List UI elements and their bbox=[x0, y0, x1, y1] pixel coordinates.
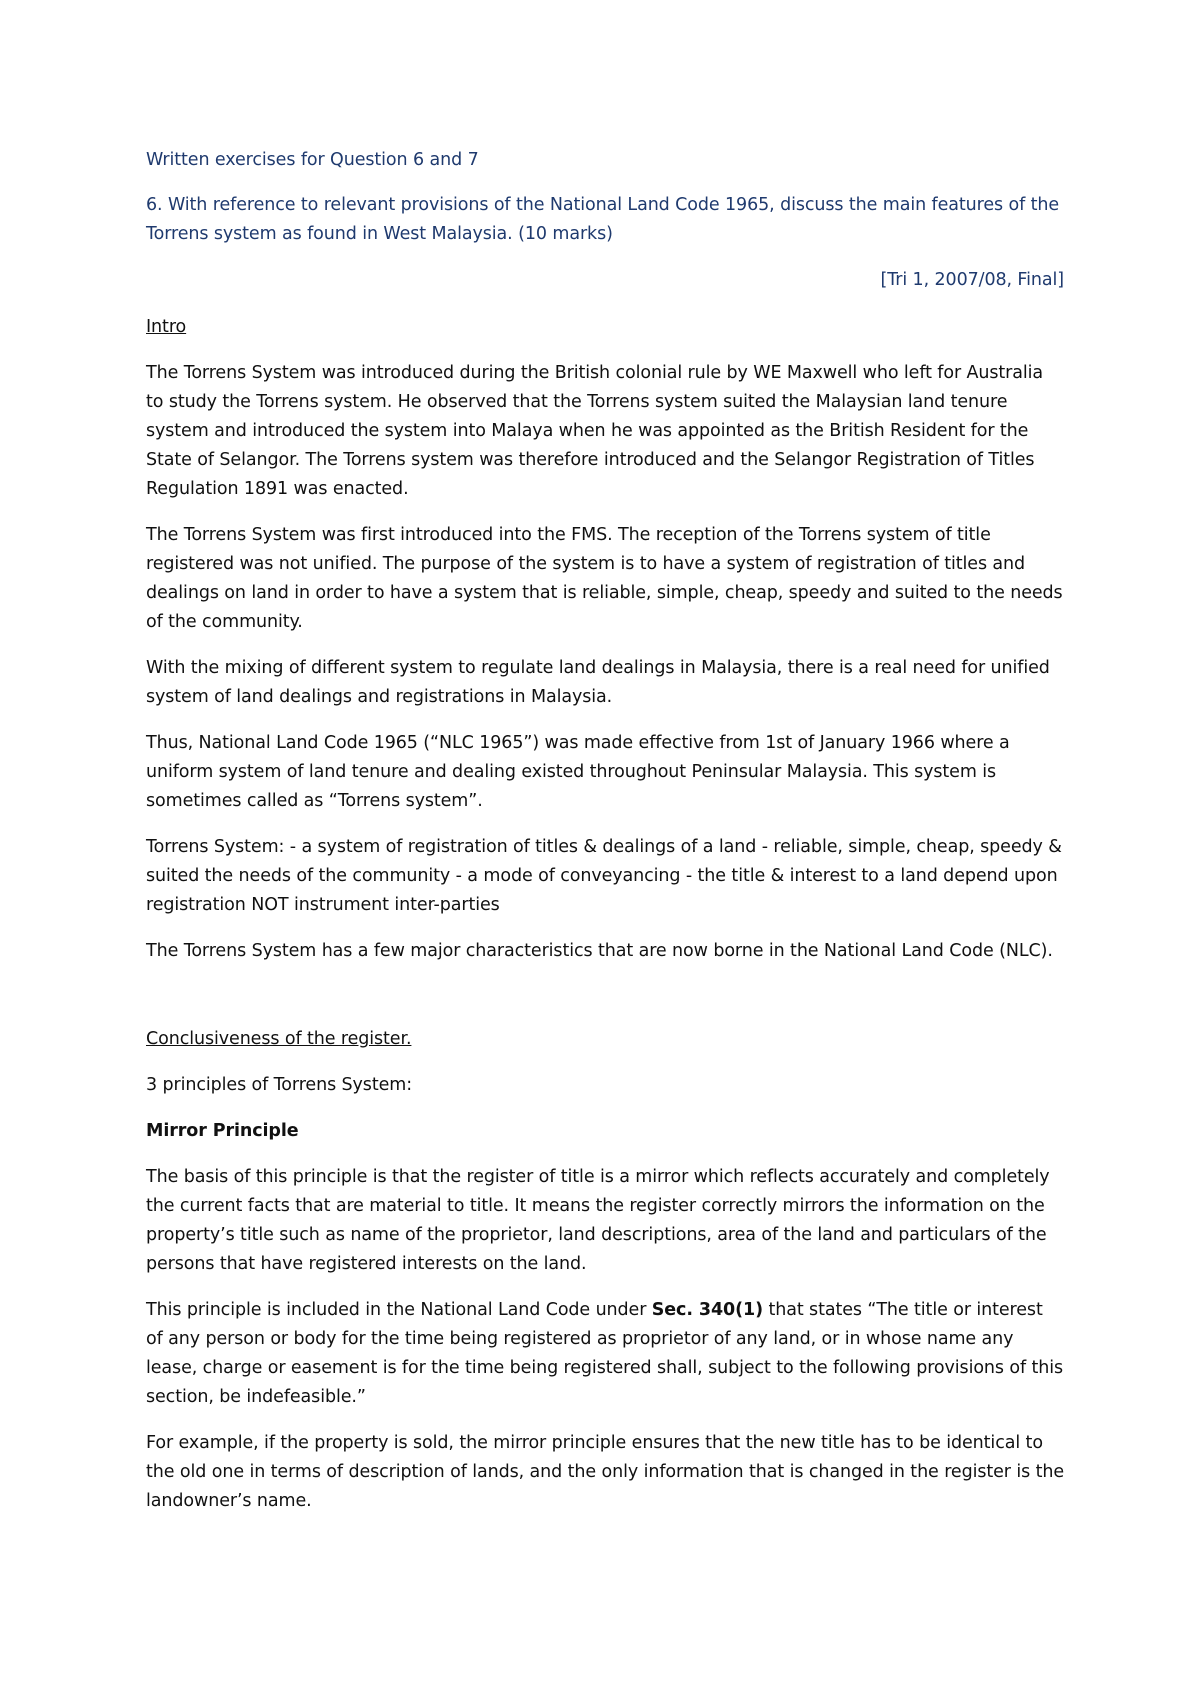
intro-paragraph-2: The Torrens System was first introduced into the FMS. The reception of the Torrens system of title registered was not unified. The purpose of the system is to have a system of registration of titles and dealings on land in order to have a system that is reliable, simple, cheap, speedy and suited to the needs of the community. bbox=[146, 525, 1063, 632]
section-spacer bbox=[146, 983, 1064, 1025]
section-reference: Sec. 340(1) bbox=[651, 1300, 763, 1320]
intro-paragraph-1: The Torrens System was introduced during the British colonial rule by WE Maxwell who left for Australia to study the Torrens system. He observed that the Torrens system suited the Malaysian land tenure system and introduced the system into Malaya when he was appointed as the British Resident for the State of Selangor. The Torrens system was therefore introduced and the Selangor Registration of Titles Regulation 1891 was enacted. bbox=[146, 363, 1044, 499]
intro-paragraph-3: With the mixing of different system to regulate land dealings in Malaysia, there is a real need for unified system of land dealings and registrations in Malaysia. bbox=[146, 658, 1050, 707]
document-title: Written exercises for Question 6 and 7 bbox=[146, 150, 479, 170]
mirror-principle-heading: Mirror Principle bbox=[146, 1121, 299, 1141]
mirror-p2-before: This principle is included in the National Land Code under bbox=[146, 1300, 652, 1320]
mirror-p2-after: that states “The title or interest of any person or body for the time being registered as proprietor of any land, or in whose name any lease, charge or easement is for the time being registered shall, subject to the following provisions of this section, be indefeasible.” bbox=[146, 1300, 1064, 1407]
intro-paragraph-5: Torrens System: - a system of registration of titles & dealings of a land - reliable, simple, cheap, speedy & suited the needs of the community - a mode of conveyancing - the title & interest to a land depend upon registration NOT instrument inter-parties bbox=[146, 837, 1062, 915]
source-tag: [Tri 1, 2007/08, Final] bbox=[880, 270, 1064, 290]
question-text: With reference to relevant provisions of the National Land Code 1965, discuss the main features of the Torrens system as found in West Malaysia. (10 marks) bbox=[146, 195, 1060, 244]
conclusiveness-heading: Conclusiveness of the register. bbox=[146, 1029, 412, 1049]
intro-paragraph-6: The Torrens System has a few major characteristics that are now borne in the National Land Code (NLC). bbox=[146, 941, 1053, 961]
intro-paragraph-4: Thus, National Land Code 1965 (“NLC 1965”) was made effective from 1st of January 1966 where a uniform system of land tenure and dealing existed throughout Peninsular Malaysia. This system is sometimes called as “Torrens system”. bbox=[146, 733, 1010, 811]
principles-intro: 3 principles of Torrens System: bbox=[146, 1075, 412, 1095]
mirror-paragraph-2 bbox=[146, 1296, 1064, 1412]
question-number: 6. bbox=[146, 195, 163, 215]
intro-heading: Intro bbox=[146, 317, 187, 337]
question-6 bbox=[146, 191, 1064, 249]
mirror-paragraph-3: For example, if the property is sold, the mirror principle ensures that the new title has to be identical to the old one in terms of description of lands, and the only information that is changed in the register is the landowner’s name. bbox=[146, 1433, 1065, 1511]
mirror-paragraph-1: The basis of this principle is that the register of title is a mirror which reflects accurately and completely the current facts that are material to title. It means the register correctly mirrors the information on the property’s title such as name of the proprietor, land descriptions, area of the land and particulars of the persons that have registered interests on the land. bbox=[146, 1167, 1050, 1274]
document-page bbox=[146, 146, 1064, 1533]
